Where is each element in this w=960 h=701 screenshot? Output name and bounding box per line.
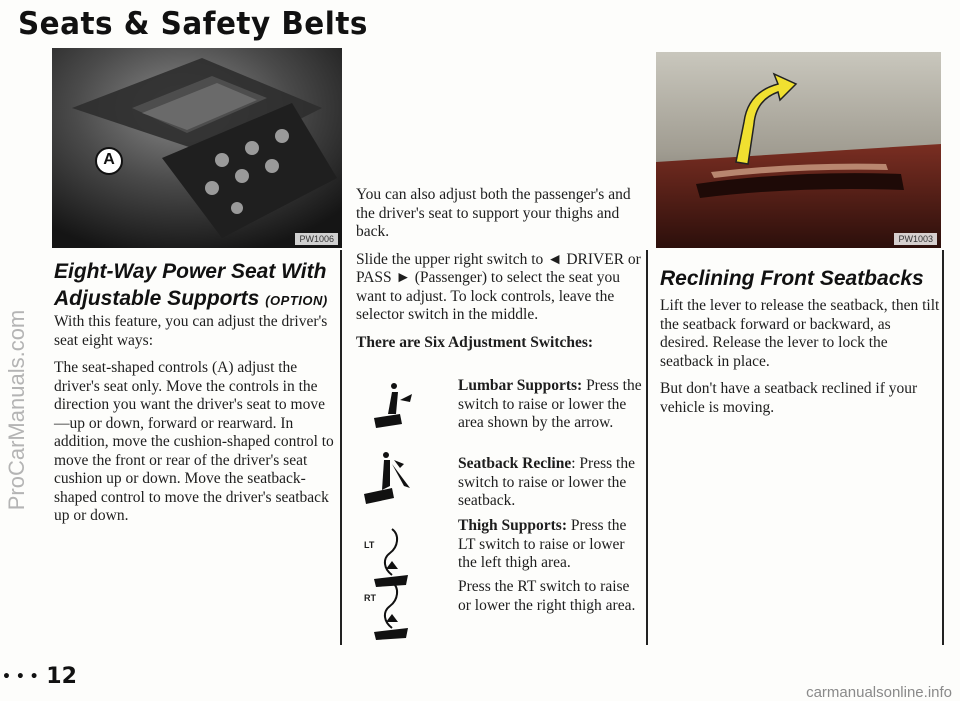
- thigh-rt-item: Press the RT switch to raise or lower the right thigh area.: [458, 578, 636, 614]
- switches-heading: There are Six Adjustment Switches:: [356, 333, 594, 351]
- lumbar-seat-icon: [370, 380, 420, 436]
- recline-instructions: Lift the lever to release the seatback, then tilt the seatback forward or backward, as desired. Release the lever to lock the seatback in place.: [660, 297, 940, 370]
- thigh-rt-label: RT: [364, 593, 376, 603]
- power-seat-description: The seat-shaped controls (A) adjust the driver's seat only. Move the controls in the direction you want the driver's seat to move—up or down, forward or rearward. In addition, move the cushion-shaped control to move the front or rear of the driver's seat cushion up or down. Move the seatback-shaped control to move the driver's seatback up or down.: [54, 359, 334, 524]
- page-number-value: 12: [46, 664, 77, 689]
- right-edge-rule: [942, 250, 944, 645]
- callout-a: A: [103, 151, 115, 168]
- side-watermark-text: ProCarManuals.com: [4, 309, 29, 511]
- seat-controls-illustration: [52, 48, 342, 248]
- lumbar-support-item: [458, 377, 644, 433]
- page-number-prefix: • • •: [2, 669, 39, 685]
- recline-label: Seatback Recline: [458, 455, 572, 472]
- thigh-lt-label: LT: [364, 540, 375, 550]
- power-seat-intro: With this feature, you can adjust the driver's seat eight ways:: [54, 313, 328, 349]
- power-seat-body: [54, 313, 338, 535]
- thigh-text: Press the LT switch to raise or lower the left thigh area.: [458, 517, 627, 571]
- selector-switch-text: Slide the upper right switch to ◄ DRIVER or PASS ► (Passenger) to select the seat you want to adjust. To lock controls, leave the selector switch in the middle.: [356, 250, 641, 323]
- recline-item: [458, 455, 644, 511]
- side-watermark: [2, 140, 32, 680]
- seatback-lever-photo: [656, 52, 941, 248]
- recline-body: [660, 297, 942, 426]
- page-title: Seats & Safety Belts: [18, 6, 368, 42]
- seat-lever-illustration: [656, 52, 941, 248]
- option-label: (OPTION): [265, 293, 328, 308]
- thigh-support-item: [458, 517, 644, 573]
- power-seat-heading-text: Eight-Way Power Seat With Adjustable Supports: [54, 260, 327, 310]
- column-divider: [340, 250, 342, 645]
- bottom-watermark: carmanualsonline.info: [806, 684, 952, 701]
- recline-heading: Reclining Front Seatbacks: [660, 267, 924, 290]
- middle-intro: You can also adjust both the passenger's and the driver's seat to support your thighs and back.: [356, 186, 631, 240]
- column-divider-2: [646, 250, 648, 645]
- seatback-recline-icon: [360, 450, 420, 512]
- lumbar-text: Press the switch to raise or lower the area shown by the arrow.: [458, 377, 642, 431]
- thigh-rt-icon: [362, 578, 422, 644]
- recline-warning: But don't have a seatback reclined if your vehicle is moving.: [660, 380, 918, 416]
- power-seat-controls-photo: [52, 48, 342, 248]
- thigh-label: Thigh Supports:: [458, 517, 567, 534]
- lumbar-label: Lumbar Supports:: [458, 377, 583, 394]
- recline-text: : Press the switch to raise or lower the seatback.: [458, 455, 635, 509]
- power-seat-heading: [54, 258, 344, 314]
- photo-code-left: PW1006: [295, 233, 338, 245]
- photo-code-right: PW1003: [894, 233, 937, 245]
- middle-column: [356, 186, 646, 361]
